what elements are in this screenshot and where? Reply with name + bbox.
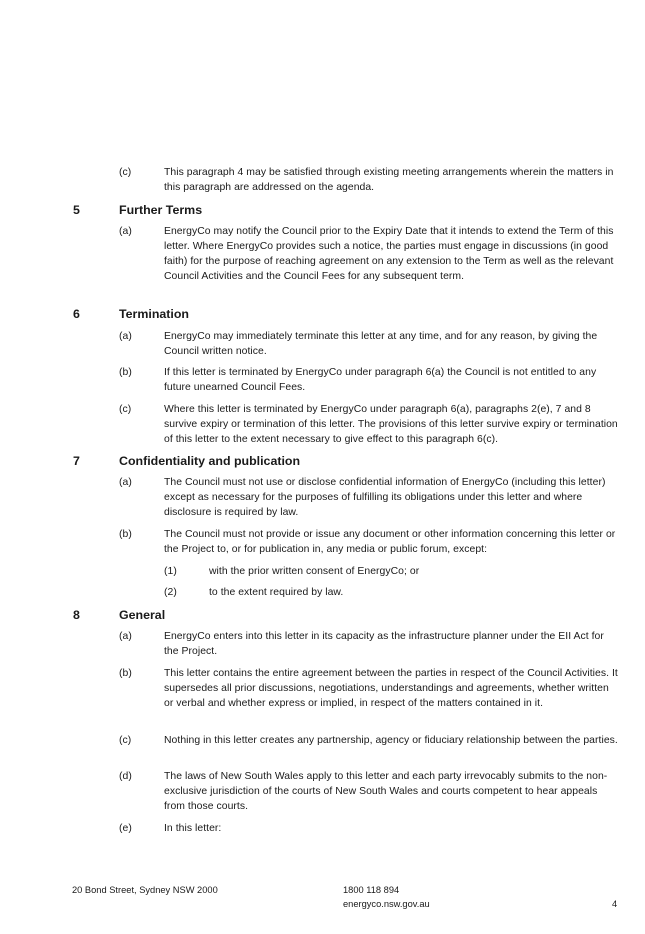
section-number: 8 xyxy=(73,608,80,622)
section-title: General xyxy=(119,608,166,622)
section-title: Further Terms xyxy=(119,203,203,217)
paragraph-label: (c) xyxy=(119,735,132,746)
paragraph-text: The Council must not use or disclose confidential information of EnergyCo (including this letter) except as necessary for the purposes of fulfilling its obligations under this letter and where disclosure is required by law. xyxy=(164,477,606,518)
footer-website[interactable]: energyco.nsw.gov.au xyxy=(343,899,430,909)
paragraph-label: (a) xyxy=(119,477,132,488)
paragraph-label: (c) xyxy=(119,167,132,178)
paragraph-text: EnergyCo enters into this letter in its capacity as the infrastructure planner under the EII Act for the Project. xyxy=(164,631,604,657)
paragraph-text: EnergyCo may notify the Council prior to the Expiry Date that it intends to extend the Term of this letter. Where EnergyCo provides such a notice, the parties must engage in discussions (in good faith) for the purpose of reaching agreement on any extension to the Term as well as the relevant Council Activities and the Council Fees for any subsequent term. xyxy=(164,226,614,282)
paragraph-label: (c) xyxy=(119,404,132,415)
paragraph-text: Where this letter is terminated by EnergyCo under paragraph 6(a), paragraphs 2(e), 7 and 8 survive expiry or termination of this letter. The provisions of this letter survive expiry or termination of this letter to the extent necessary to give effect to this paragraph 6(c). xyxy=(164,404,618,445)
paragraph-label: (b) xyxy=(119,668,132,679)
paragraph-text: This paragraph 4 may be satisfied through existing meeting arrangements wherein the matters in this paragraph are addressed on the agenda. xyxy=(164,167,614,193)
subparagraph-label: (2) xyxy=(164,587,177,598)
section-number: 6 xyxy=(73,307,80,321)
paragraph-text: In this letter: xyxy=(164,823,222,834)
subparagraph-text: to the extent required by law. xyxy=(209,587,344,598)
paragraph-label: (a) xyxy=(119,631,132,642)
paragraph-label: (a) xyxy=(119,331,132,342)
footer-phone: 1800 118 894 xyxy=(343,885,400,895)
paragraph-text: EnergyCo may immediately terminate this letter at any time, and for any reason, by giving the Council written notice. xyxy=(164,331,598,357)
subparagraph-label: (1) xyxy=(164,566,177,577)
paragraph-text: If this letter is terminated by EnergyCo under paragraph 6(a) the Council is not entitled to any future unearned Council Fees. xyxy=(164,367,597,393)
paragraph-text: The Council must not provide or issue any document or other information concerning this letter or the Project to, or for publication in, any media or public forum, except: xyxy=(164,529,616,555)
paragraph-text: The laws of New South Wales apply to this letter and each party irrevocably submits to the non-exclusive jurisdiction of the courts of New South Wales and courts competent to hear appeals from those courts. xyxy=(164,771,608,812)
paragraph-label: (e) xyxy=(119,823,132,834)
paragraph-label: (b) xyxy=(119,367,132,378)
section-number: 5 xyxy=(73,203,80,217)
footer-address: 20 Bond Street, Sydney NSW 2000 xyxy=(72,885,218,895)
paragraph-label: (b) xyxy=(119,529,132,540)
paragraph-text: This letter contains the entire agreement between the parties in respect of the Council Activities. It supersedes all prior discussions, negotiations, understandings and agreements, whether written or verbal and whether express or implied, in respect of the matters contained in it. xyxy=(164,668,618,709)
paragraph-label: (d) xyxy=(119,771,132,782)
section-title: Confidentiality and publication xyxy=(119,454,301,468)
paragraph-text: Nothing in this letter creates any partnership, agency or fiduciary relationship between the parties. xyxy=(164,735,618,746)
subparagraph-text: with the prior written consent of EnergyCo; or xyxy=(209,566,420,577)
paragraph-label: (a) xyxy=(119,226,132,237)
section-title: Termination xyxy=(119,307,189,321)
page-number: 4 xyxy=(612,899,618,909)
section-number: 7 xyxy=(73,454,80,468)
